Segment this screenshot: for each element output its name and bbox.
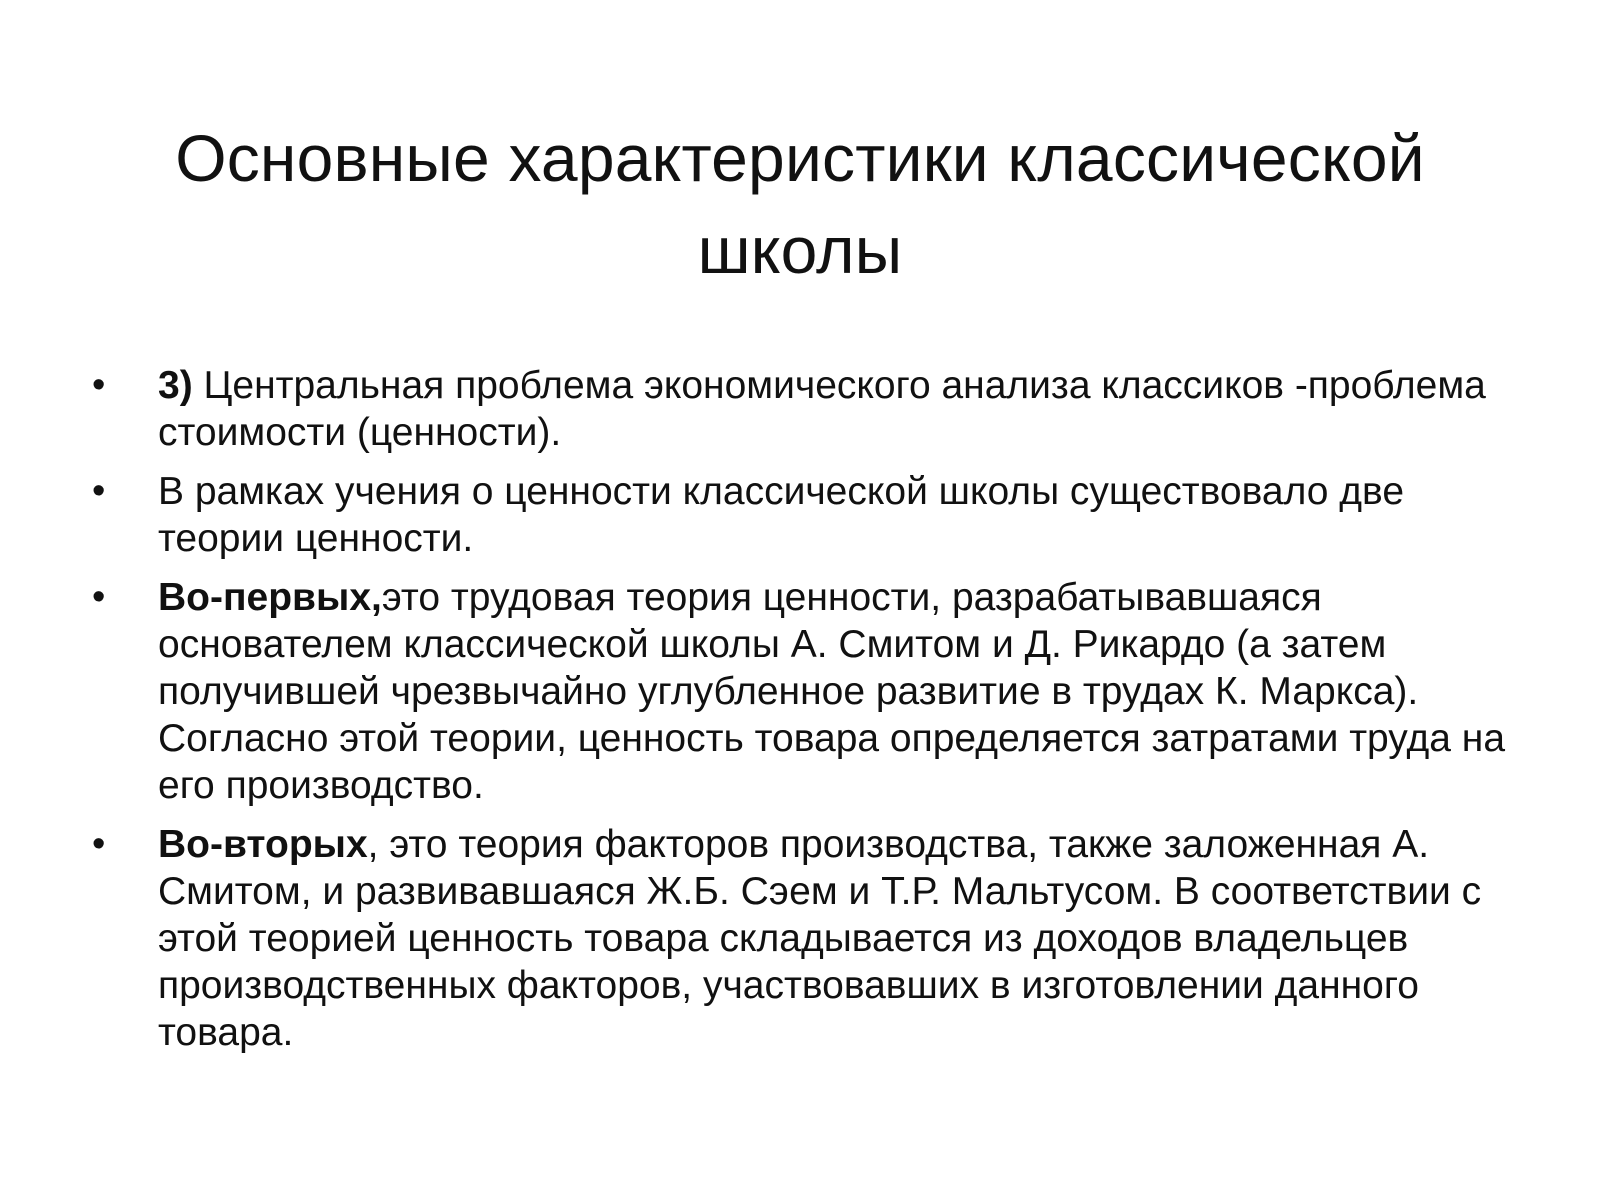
bullet-body: В рамках учения о ценности классической школы существовало две теории ценности.	[158, 470, 1405, 560]
bullet-list	[92, 362, 1512, 1068]
slide-title	[80, 112, 1520, 296]
bullet-body: , это теория факторов производства, также заложенная А. Смитом, и развивавшаяся Ж.Б. Сэем и Т.Р. Мальтусом. В соответствии с этой теорией ценность товара складывается из доходов владельцев производственных факторов, участвовавших в изготовлении данного товара.	[158, 823, 1482, 1054]
bullet-icon: •	[92, 823, 106, 865]
bullet-body: Центральная проблема экономического анализа классиков -проблема стоимости (ценности).	[158, 364, 1486, 454]
bullet-icon: •	[92, 576, 106, 618]
bullet-item-3	[92, 574, 1512, 809]
bullet-bold-lead: 3)	[158, 364, 193, 407]
bullet-icon: •	[92, 470, 106, 512]
bullet-bold-lead: Во-первых,	[158, 576, 382, 619]
bullet-icon: •	[92, 364, 106, 406]
bullet-item-2	[92, 468, 1512, 562]
bullet-text	[158, 364, 1486, 454]
bullet-text	[158, 576, 1505, 807]
bullet-body: это трудовая теория ценности, разрабатывавшаяся основателем классической школы А. Смитом и Д. Рикардо (а затем получившей чрезвычайно углубленное развитие в трудах К. Маркса). Согласно этой теории, ценность товара определяется затратами труда на его производство.	[158, 576, 1506, 807]
bullet-item-4	[92, 821, 1512, 1056]
bullet-item-1	[92, 362, 1512, 456]
bullet-bold-lead: Во-вторых	[158, 823, 368, 866]
bullet-text	[158, 470, 1404, 560]
slide-title-line-2: школы	[697, 213, 903, 287]
slide-title-line-1: Основные характеристики классической	[175, 121, 1425, 195]
bullet-text	[158, 823, 1481, 1054]
